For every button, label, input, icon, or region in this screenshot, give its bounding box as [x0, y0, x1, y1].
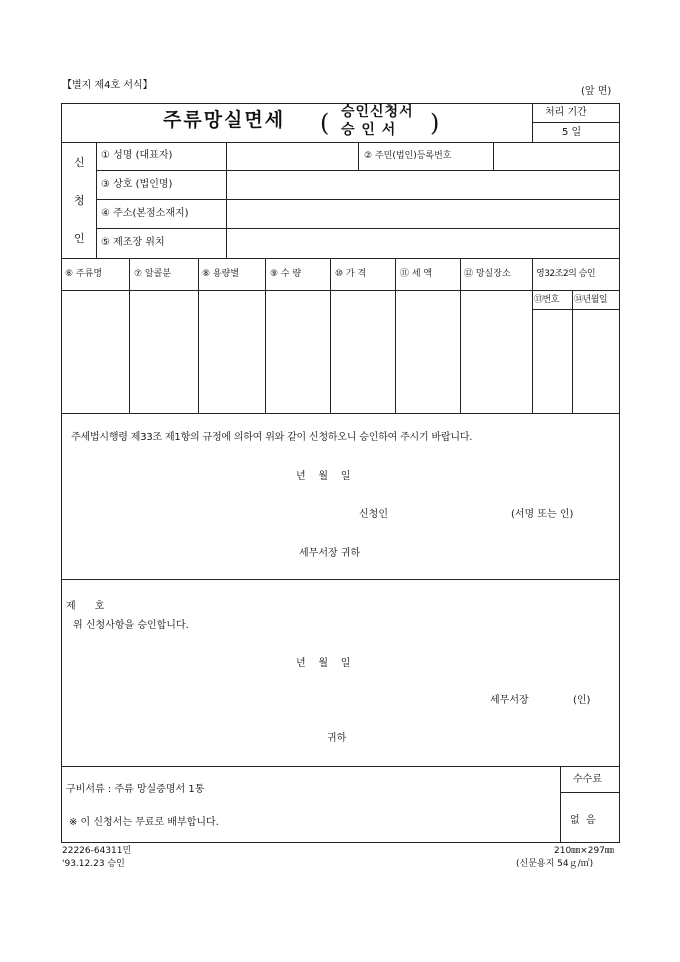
header-tax-amount: ⑪ 세 액 — [400, 269, 433, 279]
business-name-input[interactable] — [227, 171, 619, 198]
required-documents: 구비서류 : 주류 망실증명서 1통 — [66, 784, 205, 795]
header-approval-number: ⑬번호 — [534, 295, 559, 305]
applicant-side-label-2: 청 — [74, 194, 85, 207]
free-distribution-notice: ※ 이 신청서는 무료로 배부합니다. — [69, 817, 219, 828]
processing-period-value: 5 일 — [562, 127, 582, 138]
name-input[interactable] — [227, 143, 357, 169]
paper-type: (신문용지 54ｇ/㎡) — [516, 859, 594, 869]
header-approval-date: ⑭년월일 — [574, 295, 608, 305]
address-input[interactable] — [227, 200, 619, 227]
address-label: ④ 주소(본점소재지) — [101, 208, 189, 219]
signature-or-seal-label: (서명 또는 인) — [511, 509, 574, 520]
applicant-signature-label: 신청인 — [359, 509, 388, 520]
title-variant-approval: 승 인 서 — [341, 122, 397, 138]
paper-size: 210㎜×297㎜ — [554, 846, 614, 856]
applicant-side-label-3: 인 — [74, 232, 85, 245]
processing-period-label: 처리 기간 — [545, 107, 587, 118]
tax-office-head-label: 세무서장 — [490, 695, 529, 706]
business-name-label: ③ 상호 (법인명) — [101, 179, 173, 190]
form-title: 주류망실면세 — [163, 109, 286, 131]
item-entry-area[interactable] — [62, 291, 532, 412]
header-approval: 영32조2의 승인 — [536, 269, 596, 279]
application-recipient: 세무서장 귀하 — [299, 548, 361, 559]
form-approval-date: '93.12.23 승인 — [62, 859, 125, 869]
approval-recipient: 귀하 — [327, 733, 347, 744]
header-alcohol-content: ⑦ 알콜분 — [134, 269, 172, 279]
resident-number-label: ② 주민(법인)등록번호 — [364, 151, 452, 161]
header-price: ⑩ 가 격 — [335, 269, 367, 279]
fee-label: 수수료 — [573, 774, 602, 785]
header-loss-place: ⑫ 망실장소 — [464, 269, 511, 279]
factory-location-label: ⑤ 제조장 위치 — [101, 237, 165, 248]
resident-number-input[interactable] — [494, 143, 619, 169]
title-open-paren: ( — [320, 109, 330, 137]
title-close-paren: ) — [430, 109, 440, 137]
form-label: 【별지 제4호 서식】 — [62, 80, 153, 91]
factory-location-input[interactable] — [227, 229, 619, 257]
header-liquor-name: ⑥ 주류명 — [65, 269, 103, 279]
page-side-label: (앞 면) — [581, 86, 612, 97]
official-seal-label: (인) — [573, 695, 591, 706]
approval-number-label: 제 호 — [66, 601, 105, 612]
approval-date-line: 년 월 일 — [296, 658, 351, 669]
fee-value: 없 음 — [570, 815, 596, 826]
approval-statement: 위 신청사항을 승인합니다. — [73, 620, 189, 631]
application-statement: 주세법시행령 제33조 제1항의 규정에 의하여 위와 같이 신청하오니 승인하여 주시기 바랍니다. — [71, 432, 473, 443]
applicant-side-label-1: 신 — [74, 156, 85, 169]
title-variant-application: 승인신청서 — [341, 104, 414, 120]
form-code: 22226-64311민 — [62, 846, 132, 856]
name-label: ① 성명 (대표자) — [101, 150, 173, 161]
application-date-line: 년 월 일 — [296, 471, 351, 482]
header-quantity: ⑨ 수 량 — [270, 269, 302, 279]
header-capacity: ⑧ 용량별 — [202, 269, 240, 279]
